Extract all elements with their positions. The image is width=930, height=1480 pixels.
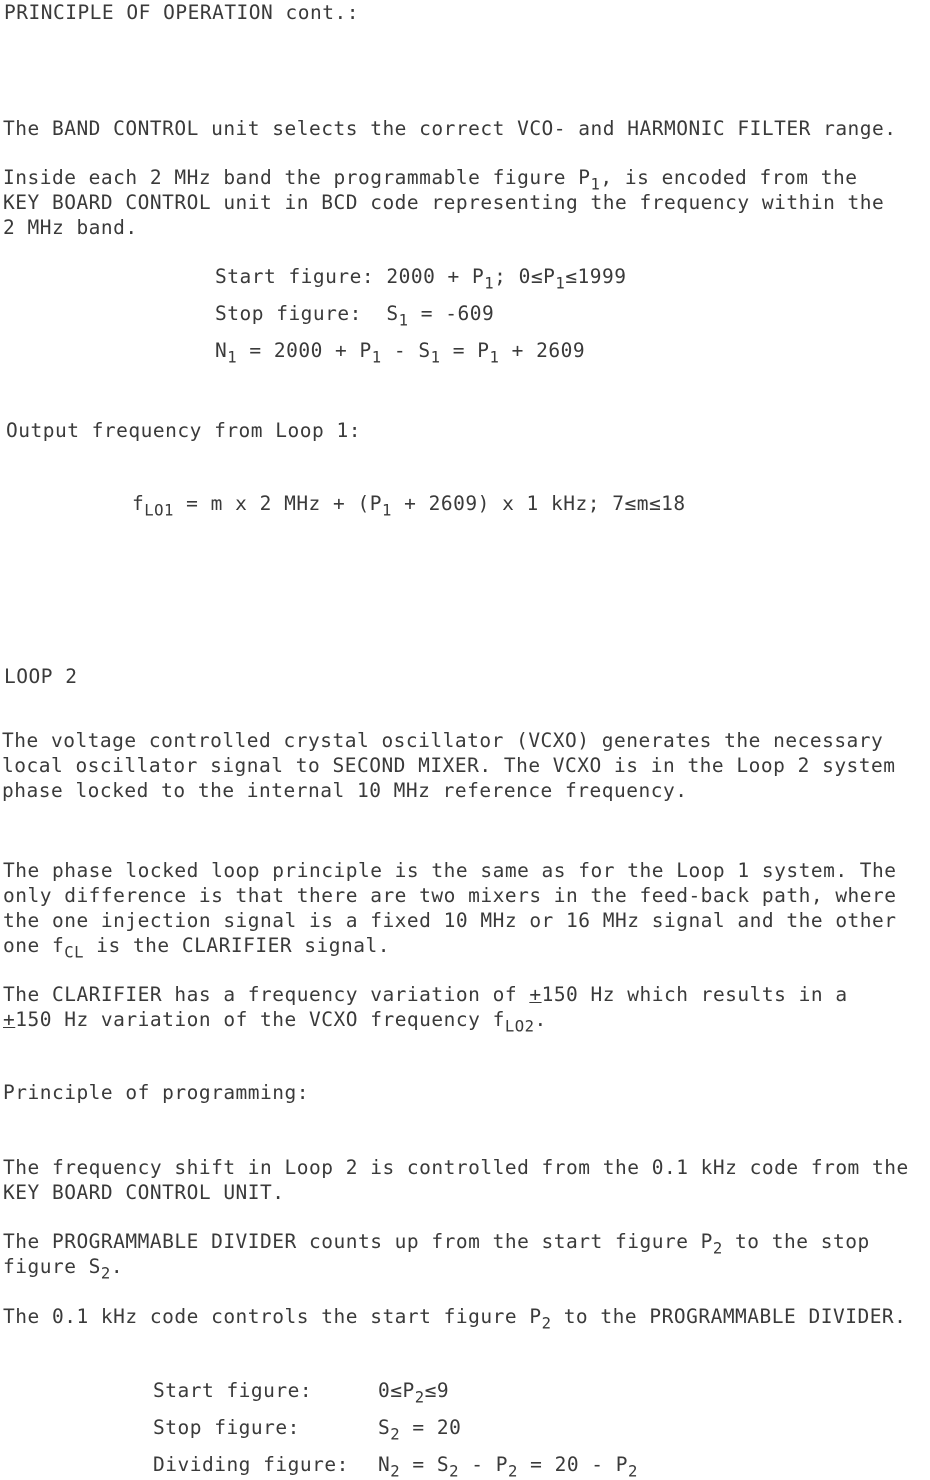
shift-paragraph-line2: KEY BOARD CONTROL UNIT. <box>3 1181 285 1204</box>
page-header: PRINCIPLE OF OPERATION cont.: <box>4 1 359 24</box>
pll-paragraph-line3: the one injection signal is a fixed 10 MHz or 16 MHz signal and the other <box>3 909 897 932</box>
vcxo-paragraph-line1: The voltage controlled crystal oscillator (VCXO) generates the necessary <box>2 729 884 752</box>
pll-paragraph-line4: one $f_{CL}$ is the CLARIFIER signal. <box>3 934 390 962</box>
inside-paragraph-line3: 2 MHz band. <box>3 216 138 239</box>
band-control-paragraph: The BAND CONTROL unit selects the correct VCO- and HARMONIC FILTER range. <box>3 117 897 140</box>
clarifier-paragraph-line2: +150 Hz variation of the VCXO frequency $f_{LO2}$. <box>3 1008 547 1036</box>
pll-paragraph-line1: The phase locked loop principle is the same as for the Loop 1 system. The <box>3 859 897 882</box>
stop-figure-equation: Stop figure: $S_1 = -609$ <box>215 302 495 330</box>
inside-paragraph-line1: Inside each 2 MHz band the programmable figure $P_1$, is encoded from the <box>3 166 858 194</box>
eq2-stop-value: $S_2 = 20$ <box>378 1416 462 1444</box>
eq2-stop-label: Stop figure: <box>153 1416 300 1439</box>
clarifier-paragraph-line1: The CLARIFIER has a frequency variation of +150 Hz which results in a <box>3 983 848 1006</box>
n1-equation: $N_1 = 2000 + P_1 - S_1 = P_1 + 2609$ <box>215 339 586 367</box>
vcxo-paragraph-line3: phase locked to the internal 10 MHz reference frequency. <box>2 779 688 802</box>
code-paragraph: The 0.1 kHz code controls the start figure $P_2$ to the PROGRAMMABLE DIVIDER. <box>3 1305 907 1333</box>
shift-paragraph-line1: The frequency shift in Loop 2 is controlled from the 0.1 kHz code from the <box>3 1156 909 1179</box>
eq2-dividing-value: $N_2 = S_2 - P_2 = 20 - P_2$ <box>378 1453 638 1480</box>
eq2-dividing-label: Dividing figure: <box>153 1453 349 1476</box>
flo1-equation: $f_{LO1} = m$ x 2 MHz + $(P_1 + 2609)$ x 1 kHz; 7≤m≤18 <box>132 492 686 520</box>
divider-paragraph-line2: figure $S_2$. <box>3 1255 124 1283</box>
start-figure-equation: Start figure: $2000 + P_1$; $0\le P_1\le 1999$ <box>215 265 627 293</box>
inside-paragraph-line2: KEY BOARD CONTROL unit in BCD code representing the frequency within the <box>3 191 885 214</box>
pll-paragraph-line2: only difference is that there are two mixers in the feed-back path, where <box>3 884 897 907</box>
eq2-start-value: $0\le P_2\le 9$ <box>378 1379 450 1407</box>
programming-label: Principle of programming: <box>3 1081 309 1104</box>
vcxo-paragraph-line2: local oscillator signal to SECOND MIXER. The VCXO is in the Loop 2 system <box>2 754 896 777</box>
output-frequency-label: Output frequency from Loop 1: <box>6 419 361 442</box>
loop2-heading: LOOP 2 <box>4 665 78 688</box>
eq2-start-label: Start figure: <box>153 1379 313 1402</box>
divider-paragraph-line1: The PROGRAMMABLE DIVIDER counts up from the start figure $P_2$ to the stop <box>3 1230 870 1258</box>
